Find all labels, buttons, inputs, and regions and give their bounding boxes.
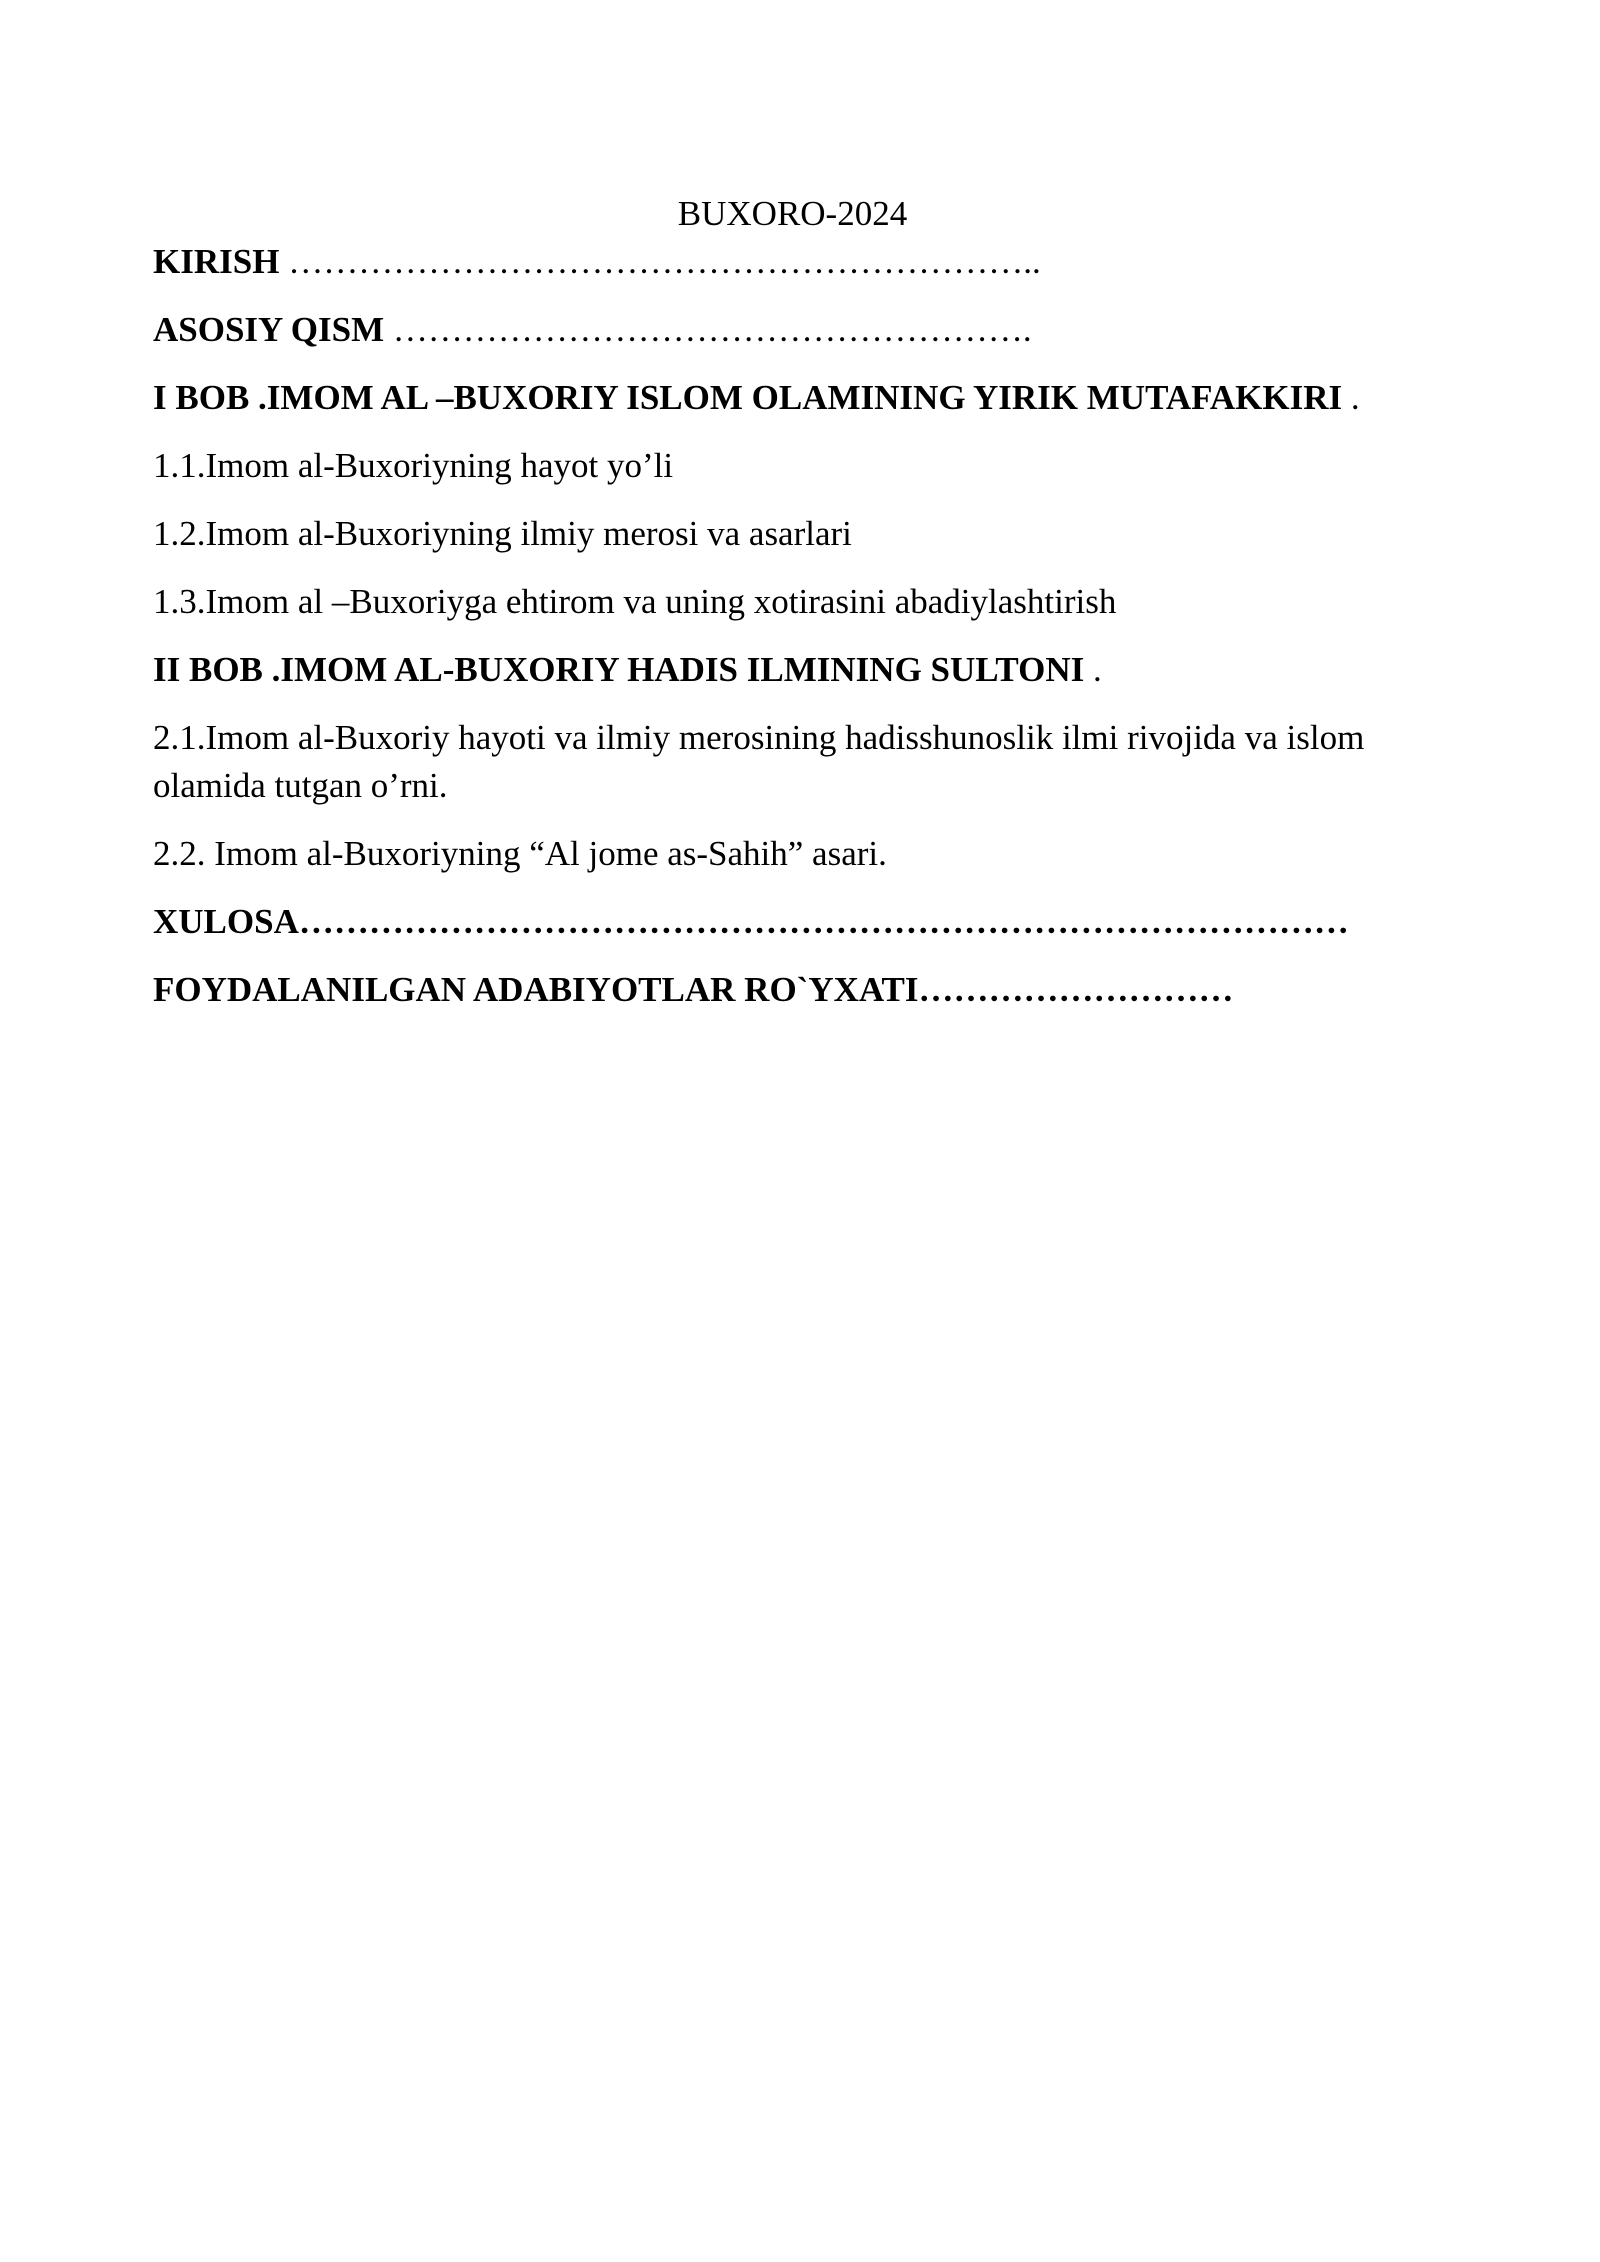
city-year-heading: BUXORO-2024 [677, 194, 908, 233]
toc-entry-section-2-2: 2.2. Imom al-Buxoriyning “Al jome as-Sahih” asari. [153, 834, 887, 873]
toc-tail-chapter-2: . [1084, 650, 1102, 689]
toc-entry-section-1-1: 1.1.Imom al-Buxoriyning hayot yo’li [153, 446, 674, 485]
toc-entry-section-1-2: 1.2.Imom al-Buxoriyning ilmiy merosi va asarlari [153, 514, 852, 553]
toc-label-adabiyotlar: FOYDALANILGAN ADABIYOTLAR RO`YXATI [153, 970, 919, 1009]
table-of-contents [153, 238, 1463, 1014]
toc-label-kirish: KIRISH [153, 242, 280, 281]
toc-dots-kirish: ……………………………………………………….. [279, 242, 1041, 281]
toc-tail-chapter-1: . [1342, 378, 1360, 417]
toc-entry-asosiy-qism [153, 306, 1463, 354]
toc-entry-section-2-1: 2.1.Imom al-Buxoriy hayoti va ilmiy merosining hadisshunoslik ilmi rivojida va islom olamida tutgan o’rni. [153, 718, 1365, 805]
toc-dots-adabiyotlar: ……………………… [918, 970, 1234, 1009]
toc-entry-kirish [153, 238, 1463, 286]
toc-label-chapter-1: I BOB .IMOM AL –BUXORIY ISLOM OLAMINING YIRIK MUTAFAKKIRI [153, 378, 1343, 417]
toc-entry-xulosa [153, 898, 1463, 946]
toc-entry-chapter-2 [153, 646, 1463, 694]
toc-entry-chapter-1 [153, 374, 1463, 422]
toc-entry-section-1-3: 1.3.Imom al –Buxoriyga ehtirom va uning xotirasini abadiylashtirish [153, 582, 1117, 621]
toc-label-asosiy-qism: ASOSIY QISM [153, 310, 385, 349]
toc-entry-adabiyotlar [153, 966, 1463, 1014]
toc-label-xulosa: XULOSA [153, 902, 299, 941]
toc-label-chapter-2: II BOB .IMOM AL-BUXORIY HADIS ILMINING SULTONI [153, 650, 1085, 689]
toc-dots-xulosa: ……………………………………………………………………………… [298, 902, 1349, 941]
toc-dots-asosiy-qism: ………………………………………………. [384, 310, 1032, 349]
